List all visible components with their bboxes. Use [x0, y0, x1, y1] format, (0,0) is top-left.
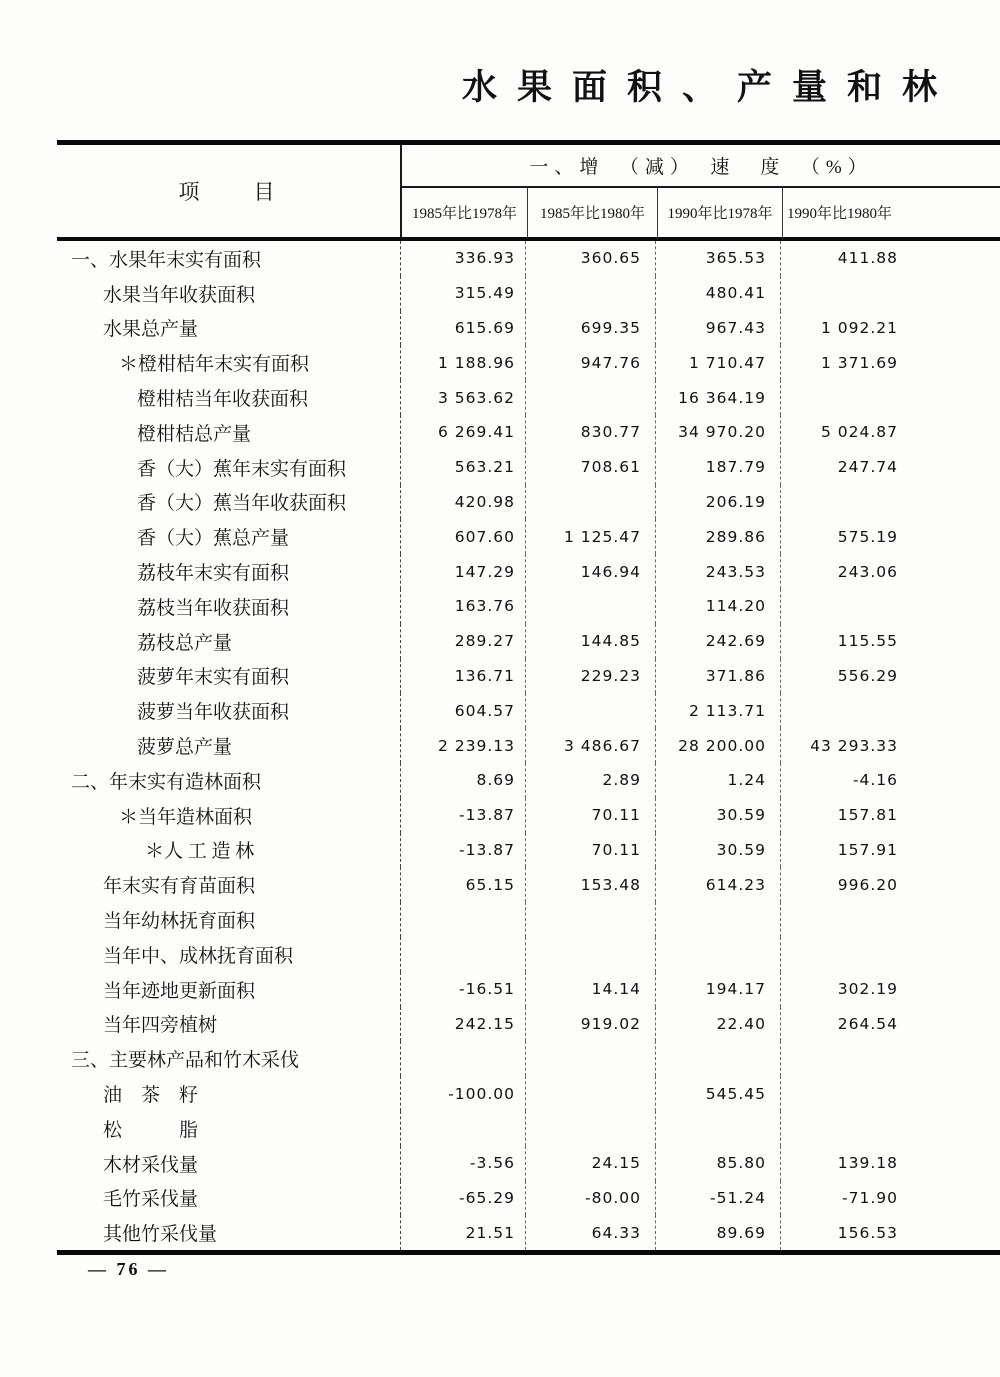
cell-1990-vs-1978: 480.41 — [655, 276, 780, 311]
cell-1990-vs-1978: 967.43 — [655, 311, 780, 346]
table-row — [57, 415, 1000, 450]
cell-1985-vs-1980: 24.15 — [525, 1146, 655, 1181]
cell-1990-vs-1978: 187.79 — [655, 450, 780, 485]
cell-1985-vs-1980: 14.14 — [525, 972, 655, 1007]
cell-1985-vs-1978: 242.15 — [400, 1007, 525, 1042]
table-row — [57, 589, 1000, 624]
cell-1990-vs-1978: 2 113.71 — [655, 693, 780, 728]
cell-1985-vs-1980: 708.61 — [525, 450, 655, 485]
row-label — [57, 902, 400, 937]
cell-1990-vs-1980: 115.55 — [780, 624, 1000, 659]
row-label — [57, 1215, 400, 1250]
cell-1990-vs-1980 — [780, 589, 1000, 624]
row-label-text: 香（大）蕉当年收获面积 — [137, 493, 347, 515]
cell-1990-vs-1980: 157.81 — [780, 798, 1000, 833]
row-label-text: 香（大）蕉总产量 — [137, 528, 290, 550]
cell-1985-vs-1980 — [525, 1041, 655, 1076]
cell-1985-vs-1978: -3.56 — [400, 1146, 525, 1181]
row-label — [57, 276, 400, 311]
row-label-text: 一、水果年末实有面积 — [71, 249, 262, 271]
row-label-text: 菠萝总产量 — [137, 737, 233, 759]
row-label — [57, 798, 400, 833]
cell-1990-vs-1980: 264.54 — [780, 1007, 1000, 1042]
table-row — [57, 1007, 1000, 1042]
table-body — [57, 241, 1000, 1250]
cell-1985-vs-1980: 360.65 — [525, 241, 655, 276]
cell-1985-vs-1978: 336.93 — [400, 241, 525, 276]
col-header-1985-vs-1978: 1985年比1978年 — [411, 206, 517, 222]
row-label-text: 年末实有育苗面积 — [103, 876, 256, 898]
cell-1990-vs-1978 — [655, 1041, 780, 1076]
row-label-text: 松 脂 — [103, 1119, 199, 1141]
row-label — [57, 554, 400, 589]
cell-1985-vs-1978: -13.87 — [400, 833, 525, 868]
cell-1990-vs-1978 — [655, 1111, 780, 1146]
row-label-text: 当年迹地更新面积 — [103, 980, 256, 1002]
cell-1990-vs-1978: 365.53 — [655, 241, 780, 276]
cell-1985-vs-1978: 615.69 — [400, 311, 525, 346]
table-row — [57, 693, 1000, 728]
cell-1985-vs-1978: -13.87 — [400, 798, 525, 833]
cell-1985-vs-1980 — [525, 589, 655, 624]
table-row — [57, 1076, 1000, 1111]
row-label — [57, 1041, 400, 1076]
row-label-text: 菠萝年末实有面积 — [137, 667, 290, 689]
cell-1985-vs-1978: 3 563.62 — [400, 380, 525, 415]
cell-1990-vs-1980: 243.06 — [780, 554, 1000, 589]
row-label — [57, 972, 400, 1007]
cell-1985-vs-1980: 830.77 — [525, 415, 655, 450]
cell-1985-vs-1980: 919.02 — [525, 1007, 655, 1042]
row-label — [57, 867, 400, 902]
row-label — [57, 311, 400, 346]
cell-1985-vs-1978 — [400, 1041, 525, 1076]
table-row — [57, 1215, 1000, 1250]
row-label-text: 当年中、成林抚育面积 — [103, 945, 294, 967]
cell-1990-vs-1978: 30.59 — [655, 833, 780, 868]
period-column-headers — [402, 188, 1000, 237]
cell-1985-vs-1978: 65.15 — [400, 867, 525, 902]
row-label — [57, 833, 400, 868]
cell-1990-vs-1978: 1 710.47 — [655, 345, 780, 380]
table-row — [57, 728, 1000, 763]
item-column-header-label: 项 目 — [178, 180, 279, 204]
row-label — [57, 1111, 400, 1146]
cell-1990-vs-1978: 28 200.00 — [655, 728, 780, 763]
cell-1990-vs-1980 — [780, 276, 1000, 311]
cell-1990-vs-1980: -4.16 — [780, 763, 1000, 798]
cell-1990-vs-1980: 43 293.33 — [780, 728, 1000, 763]
row-label-text: 荔枝当年收获面积 — [137, 597, 290, 619]
cell-1985-vs-1980: 2.89 — [525, 763, 655, 798]
cell-1990-vs-1980: 139.18 — [780, 1146, 1000, 1181]
cell-1990-vs-1980 — [780, 1041, 1000, 1076]
cell-1985-vs-1980: 64.33 — [525, 1215, 655, 1250]
table-row — [57, 241, 1000, 276]
row-label — [57, 589, 400, 624]
cell-1990-vs-1980: 302.19 — [780, 972, 1000, 1007]
table-row — [57, 972, 1000, 1007]
cell-1990-vs-1980 — [780, 902, 1000, 937]
cell-1990-vs-1980: 996.20 — [780, 867, 1000, 902]
row-label-text: 橙柑桔当年收获面积 — [137, 389, 309, 411]
cell-1985-vs-1978: 315.49 — [400, 276, 525, 311]
cell-1990-vs-1978: 85.80 — [655, 1146, 780, 1181]
row-label-text: 其他竹采伐量 — [103, 1224, 218, 1246]
cell-1985-vs-1978 — [400, 902, 525, 937]
col-header-1990-vs-1978: 1990年比1978年 — [657, 188, 782, 237]
row-label-text: 三、主要林产品和竹木采伐 — [71, 1050, 300, 1072]
row-label — [57, 763, 400, 798]
cell-1985-vs-1978: -16.51 — [400, 972, 525, 1007]
table-row — [57, 867, 1000, 902]
cell-1990-vs-1980: 575.19 — [780, 519, 1000, 554]
table-row — [57, 1111, 1000, 1146]
row-label — [57, 937, 400, 972]
cell-1985-vs-1978: 604.57 — [400, 693, 525, 728]
cell-1990-vs-1978: 22.40 — [655, 1007, 780, 1042]
cell-1990-vs-1978: 34 970.20 — [655, 415, 780, 450]
row-label — [57, 485, 400, 520]
cell-1985-vs-1980: 144.85 — [525, 624, 655, 659]
header-right-group — [400, 145, 1000, 237]
cell-1990-vs-1980: 5 024.87 — [780, 415, 1000, 450]
row-label-text: 油 茶 籽 — [103, 1085, 199, 1107]
cell-1990-vs-1978: 30.59 — [655, 798, 780, 833]
cell-1985-vs-1978: 163.76 — [400, 589, 525, 624]
cell-1985-vs-1978: 420.98 — [400, 485, 525, 520]
cell-1990-vs-1978: 194.17 — [655, 972, 780, 1007]
cell-1985-vs-1980: 699.35 — [525, 311, 655, 346]
cell-1985-vs-1980: 70.11 — [525, 798, 655, 833]
cell-1990-vs-1978: 614.23 — [655, 867, 780, 902]
table-row — [57, 833, 1000, 868]
table-row — [57, 519, 1000, 554]
cell-1985-vs-1978: 1 188.96 — [400, 345, 525, 380]
row-label — [57, 519, 400, 554]
cell-1985-vs-1980 — [525, 902, 655, 937]
cell-1985-vs-1980 — [525, 1076, 655, 1111]
cell-1985-vs-1980 — [525, 693, 655, 728]
row-label-text: ＊人 工 造 林 — [145, 841, 255, 863]
cell-1985-vs-1980 — [525, 276, 655, 311]
cell-1990-vs-1980: 1 092.21 — [780, 311, 1000, 346]
cell-1990-vs-1978: 243.53 — [655, 554, 780, 589]
cell-1985-vs-1978: 8.69 — [400, 763, 525, 798]
table-row — [57, 485, 1000, 520]
cell-1985-vs-1980 — [525, 380, 655, 415]
row-label-text: 水果当年收获面积 — [103, 284, 256, 306]
row-label-text: 木材采伐量 — [103, 1154, 199, 1176]
col-header-1985-vs-1980: 1985年比1980年 — [527, 188, 657, 237]
row-label-text: 菠萝当年收获面积 — [137, 702, 290, 724]
cell-1990-vs-1980: 156.53 — [780, 1215, 1000, 1250]
cell-1990-vs-1980: 1 371.69 — [780, 345, 1000, 380]
row-label-text: 荔枝总产量 — [137, 632, 233, 654]
cell-1990-vs-1978 — [655, 902, 780, 937]
cell-1985-vs-1980: 1 125.47 — [525, 519, 655, 554]
table-row — [57, 380, 1000, 415]
row-label — [57, 1181, 400, 1216]
table-row — [57, 450, 1000, 485]
page-number: — 76 — — [88, 1259, 169, 1279]
row-label — [57, 450, 400, 485]
cell-1990-vs-1980: 556.29 — [780, 659, 1000, 694]
row-label — [57, 728, 400, 763]
cell-1985-vs-1980: -80.00 — [525, 1181, 655, 1216]
cell-1985-vs-1978: 563.21 — [400, 450, 525, 485]
table-row — [57, 276, 1000, 311]
table-row — [57, 798, 1000, 833]
row-label-text: 当年幼林抚育面积 — [103, 911, 256, 933]
row-label — [57, 241, 400, 276]
statistics-table — [57, 140, 1000, 1255]
row-label — [57, 415, 400, 450]
table-row — [57, 902, 1000, 937]
cell-1985-vs-1978: 21.51 — [400, 1215, 525, 1250]
cell-1990-vs-1978: 545.45 — [655, 1076, 780, 1111]
cell-1990-vs-1978: 16 364.19 — [655, 380, 780, 415]
cell-1985-vs-1980 — [525, 1111, 655, 1146]
row-label-text: 当年四旁植树 — [103, 1015, 218, 1037]
table-row — [57, 659, 1000, 694]
row-label — [57, 1007, 400, 1042]
table-row — [57, 1041, 1000, 1076]
row-label-text: ＊橙柑桔年末实有面积 — [119, 354, 310, 376]
row-label-text: 水果总产量 — [103, 319, 199, 341]
row-label-text: 荔枝年末实有面积 — [137, 563, 290, 585]
cell-1985-vs-1978: -100.00 — [400, 1076, 525, 1111]
table-row — [57, 763, 1000, 798]
row-label-text: 香（大）蕉年末实有面积 — [137, 458, 347, 480]
row-label — [57, 693, 400, 728]
cell-1990-vs-1980 — [780, 1076, 1000, 1111]
cell-1990-vs-1978: -51.24 — [655, 1181, 780, 1216]
page-title: 水果面积、产量和林 — [462, 68, 958, 107]
cell-1985-vs-1980: 947.76 — [525, 345, 655, 380]
row-label-text: 毛竹采伐量 — [103, 1189, 199, 1211]
row-label-text: 橙柑桔总产量 — [137, 423, 252, 445]
table-row — [57, 624, 1000, 659]
table-row — [57, 345, 1000, 380]
col-header-1990-vs-1980: 1990年比1980年 — [782, 188, 1000, 237]
cell-1985-vs-1978: 2 239.13 — [400, 728, 525, 763]
row-label — [57, 380, 400, 415]
cell-1990-vs-1978: 89.69 — [655, 1215, 780, 1250]
cell-1985-vs-1980 — [525, 485, 655, 520]
row-label-text: ＊当年造林面积 — [119, 806, 253, 828]
cell-1990-vs-1978: 206.19 — [655, 485, 780, 520]
row-label — [57, 1076, 400, 1111]
table-header — [57, 145, 1000, 241]
cell-1990-vs-1978: 289.86 — [655, 519, 780, 554]
cell-1985-vs-1978: 607.60 — [400, 519, 525, 554]
cell-1990-vs-1980 — [780, 1111, 1000, 1146]
item-column-header — [57, 145, 400, 237]
cell-1990-vs-1978: 114.20 — [655, 589, 780, 624]
table-row — [57, 937, 1000, 972]
cell-1990-vs-1978: 1.24 — [655, 763, 780, 798]
cell-1985-vs-1978 — [400, 937, 525, 972]
cell-1990-vs-1980: 157.91 — [780, 833, 1000, 868]
table-row — [57, 554, 1000, 589]
cell-1990-vs-1980 — [780, 485, 1000, 520]
span-header-growth-rate: 一、增 （减） 速 度 （%） — [402, 145, 1000, 188]
cell-1985-vs-1978: 147.29 — [400, 554, 525, 589]
cell-1985-vs-1978: -65.29 — [400, 1181, 525, 1216]
table-row — [57, 1146, 1000, 1181]
cell-1985-vs-1980: 146.94 — [525, 554, 655, 589]
cell-1990-vs-1980 — [780, 937, 1000, 972]
table-row — [57, 1181, 1000, 1216]
cell-1985-vs-1980: 229.23 — [525, 659, 655, 694]
cell-1985-vs-1978: 136.71 — [400, 659, 525, 694]
cell-1990-vs-1978: 371.86 — [655, 659, 780, 694]
cell-1990-vs-1980: 247.74 — [780, 450, 1000, 485]
cell-1990-vs-1978 — [655, 937, 780, 972]
cell-1985-vs-1978 — [400, 1111, 525, 1146]
cell-1985-vs-1980: 153.48 — [525, 867, 655, 902]
row-label — [57, 624, 400, 659]
cell-1985-vs-1978: 289.27 — [400, 624, 525, 659]
cell-1990-vs-1980: 411.88 — [780, 241, 1000, 276]
cell-1985-vs-1980: 70.11 — [525, 833, 655, 868]
row-label-text: 二、年末实有造林面积 — [71, 771, 262, 793]
cell-1985-vs-1980: 3 486.67 — [525, 728, 655, 763]
row-label — [57, 1146, 400, 1181]
cell-1985-vs-1978: 6 269.41 — [400, 415, 525, 450]
cell-1990-vs-1980 — [780, 380, 1000, 415]
cell-1990-vs-1980 — [780, 693, 1000, 728]
row-label — [57, 659, 400, 694]
table-row — [57, 311, 1000, 346]
cell-1990-vs-1978: 242.69 — [655, 624, 780, 659]
cell-1990-vs-1980: -71.90 — [780, 1181, 1000, 1216]
row-label — [57, 345, 400, 380]
cell-1985-vs-1980 — [525, 937, 655, 972]
